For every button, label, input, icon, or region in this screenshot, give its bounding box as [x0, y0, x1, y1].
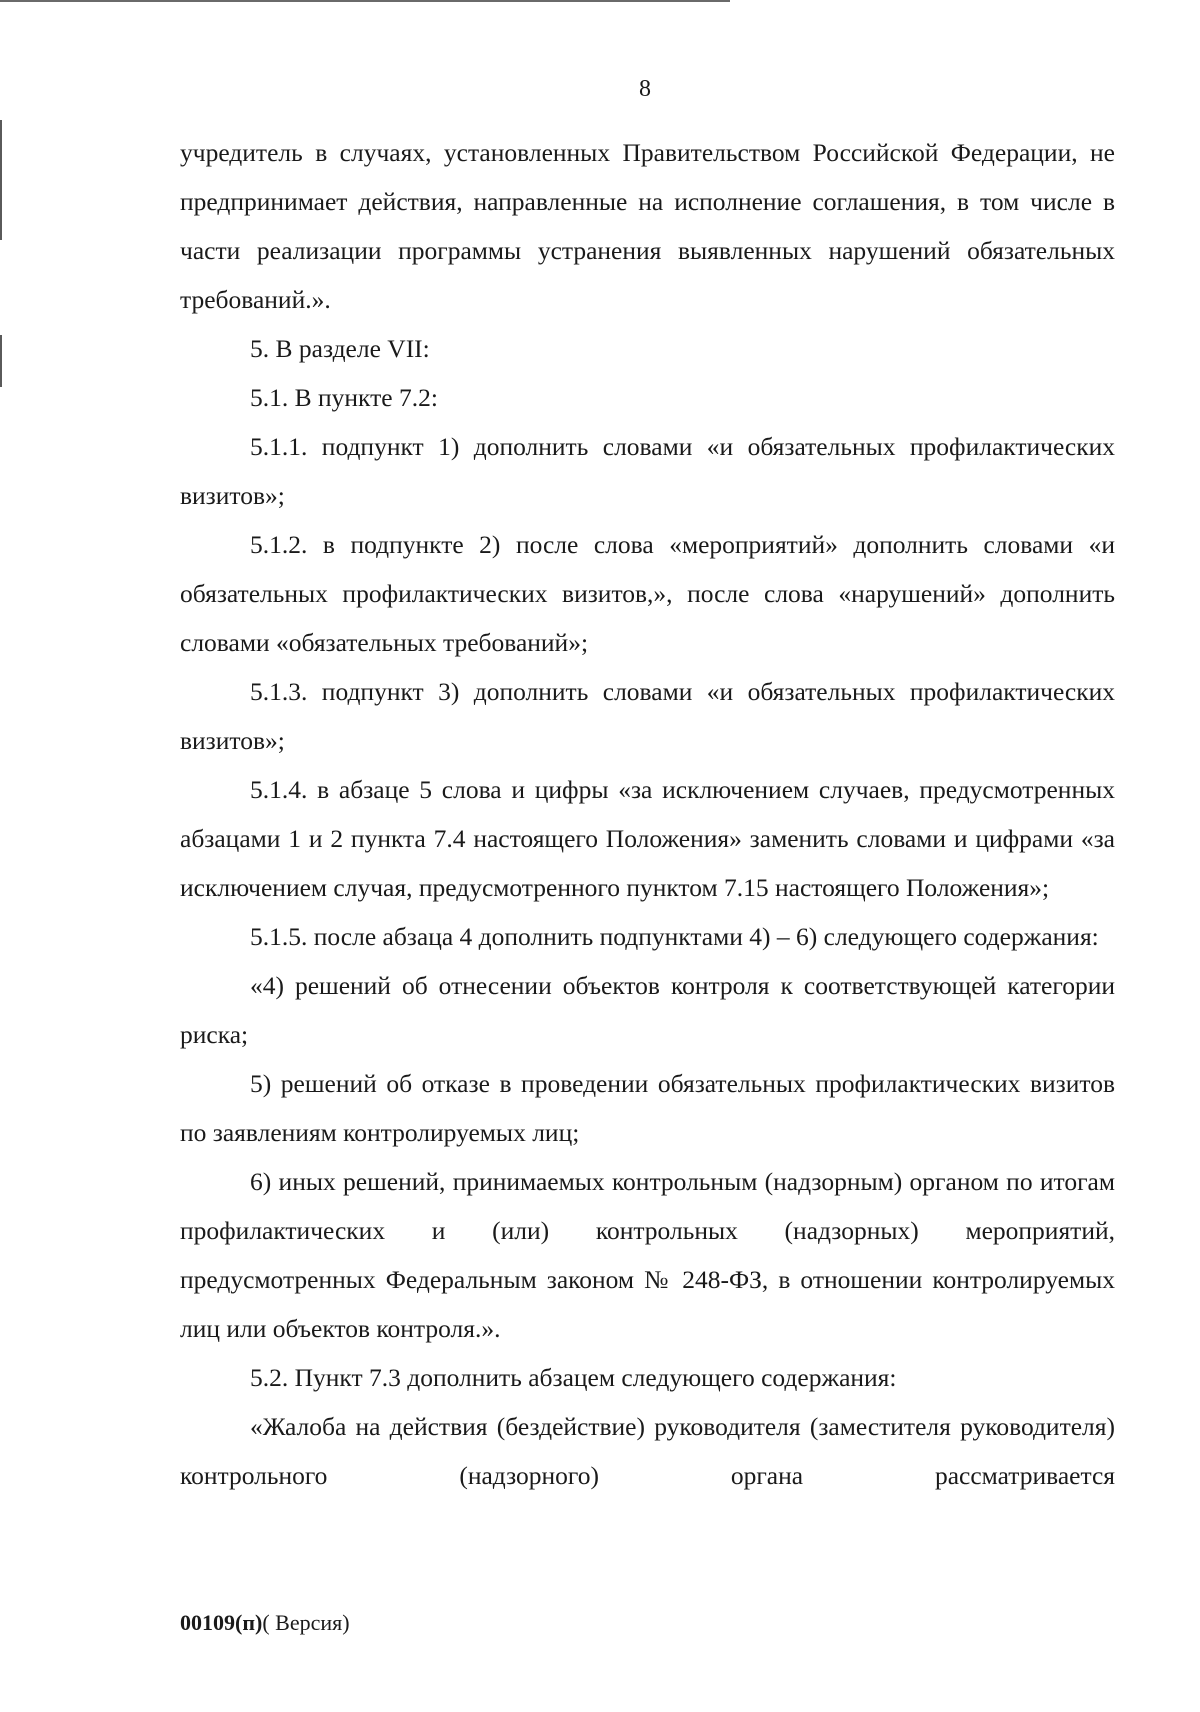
paragraph: 5.1. В пункте 7.2:	[250, 383, 438, 412]
paragraph: 5.2. Пункт 7.3 дополнить абзацем следующего содержания:	[250, 1363, 897, 1392]
paragraph: 5.1.2. в подпункте 2) после слова «мероприятий» дополнить словами «и обязательных профилактических визитов,», после слова «нарушений» дополнить словами «обязательных требований»;	[180, 530, 1115, 657]
scan-edge-top	[0, 0, 730, 2]
paragraph: 5. В разделе VII:	[250, 334, 430, 363]
paragraph: «4) решений об отнесении объектов контроля к соответствующей категории риска;	[180, 971, 1115, 1049]
document-footer	[180, 1610, 350, 1636]
scan-edge-left-lower	[0, 335, 2, 387]
paragraph: 5.1.1. подпункт 1) дополнить словами «и обязательных профилактических визитов»;	[180, 432, 1115, 510]
scan-edge-left-upper	[0, 120, 2, 240]
paragraph: учредитель в случаях, установленных Правительством Российской Федерации, не предпринимает действия, направленные на исполнение соглашения, в том числе в части реализации программы устранения выявленных нарушений обязательных требований.».	[180, 138, 1115, 314]
paragraph: 5.1.4. в абзаце 5 слова и цифры «за исключением случаев, предусмотренных абзацами 1 и 2 пункта 7.4 настоящего Положения» заменить словами и цифрами «за исключением случая, предусмотренного пунктом 7.15 настоящего Положения»;	[180, 775, 1115, 902]
paragraph: 6) иных решений, принимаемых контрольным (надзорным) органом по итогам профилактических и (или) контрольных (надзорных) мероприятий, предусмотренных Федеральным законом № 248-ФЗ, в отношении контролируемых лиц или объектов контроля.».	[180, 1167, 1115, 1343]
page-number: 8	[639, 76, 651, 102]
paragraph: «Жалоба на действия (бездействие) руководителя (заместителя руководителя) контрольного (надзорного) органа рассматривается	[180, 1412, 1115, 1490]
paragraph: 5.1.5. после абзаца 4 дополнить подпунктами 4) – 6) следующего содержания:	[250, 922, 1099, 951]
document-version: ( Версия)	[262, 1610, 350, 1635]
paragraph: 5.1.3. подпункт 3) дополнить словами «и обязательных профилактических визитов»;	[180, 677, 1115, 755]
paragraph: 5) решений об отказе в проведении обязательных профилактических визитов по заявлениям контролируемых лиц;	[180, 1069, 1115, 1147]
document-body	[180, 128, 1115, 1500]
document-code: 00109(п)	[180, 1610, 263, 1635]
